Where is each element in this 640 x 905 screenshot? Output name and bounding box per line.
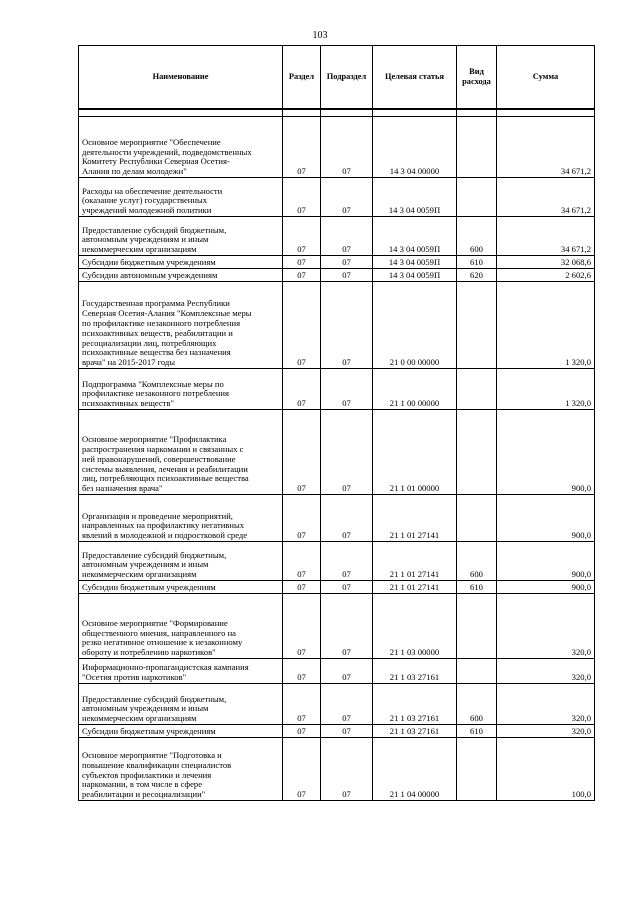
cell-sum: 320,0 xyxy=(497,725,595,738)
cell-section: 07 xyxy=(283,178,321,217)
cell-sum: 2 602,6 xyxy=(497,269,595,282)
table-row xyxy=(79,217,595,256)
cell-target: 14 3 04 0059П xyxy=(373,269,457,282)
cell-target: 21 0 00 00000 xyxy=(373,282,457,369)
table-row xyxy=(79,495,595,542)
cell-section: 07 xyxy=(283,659,321,684)
cell-sum: 320,0 xyxy=(497,684,595,725)
cell-name: Расходы на обеспечение деятельности (оказание услуг) государственных учреждений молодежной политики xyxy=(79,178,283,217)
cell-section: 07 xyxy=(283,738,321,801)
cell-kind xyxy=(457,495,497,542)
cell-target: 14 3 04 00000 xyxy=(373,117,457,178)
cell-sum: 320,0 xyxy=(497,594,595,659)
cell-target: 21 1 01 27141 xyxy=(373,542,457,581)
cell-name: Информационно-пропагандистская кампания "Осетия против наркотиков" xyxy=(79,659,283,684)
cell-section: 07 xyxy=(283,542,321,581)
cell-kind: 600 xyxy=(457,684,497,725)
cell-subsection: 07 xyxy=(321,495,373,542)
cell-target: 21 1 03 27161 xyxy=(373,725,457,738)
cell-kind xyxy=(457,738,497,801)
cell-subsection: 07 xyxy=(321,256,373,269)
header-sum: Сумма xyxy=(497,46,595,110)
cell-subsection: 07 xyxy=(321,117,373,178)
cell-subsection: 07 xyxy=(321,725,373,738)
cell-section: 07 xyxy=(283,369,321,410)
cell-section: 07 xyxy=(283,581,321,594)
cell-sum: 34 671,2 xyxy=(497,217,595,256)
table-row xyxy=(79,256,595,269)
cell-section: 07 xyxy=(283,594,321,659)
cell-subsection: 07 xyxy=(321,594,373,659)
cell-section: 07 xyxy=(283,495,321,542)
cell-kind: 600 xyxy=(457,217,497,256)
cell-name: Субсидии бюджетным учреждениям xyxy=(79,256,283,269)
table-row xyxy=(79,659,595,684)
header-row xyxy=(79,46,595,110)
cell-kind: 610 xyxy=(457,725,497,738)
cell-target: 14 3 04 0059П xyxy=(373,178,457,217)
cell-section: 07 xyxy=(283,217,321,256)
table-row xyxy=(79,178,595,217)
header-name: Наименование xyxy=(79,46,283,110)
cell-kind xyxy=(457,659,497,684)
table-row xyxy=(79,269,595,282)
cell-target: 21 1 04 00000 xyxy=(373,738,457,801)
table-row xyxy=(79,410,595,495)
cell-section: 07 xyxy=(283,410,321,495)
cell-target: 21 1 01 27141 xyxy=(373,581,457,594)
cell-name: Подпрограмма "Комплексные меры по профилактике незаконного потребления психоактивных веществ" xyxy=(79,369,283,410)
cell-target: 21 1 00 00000 xyxy=(373,369,457,410)
cell-name: Субсидии автономным учреждениям xyxy=(79,269,283,282)
cell-kind xyxy=(457,178,497,217)
cell-subsection: 07 xyxy=(321,659,373,684)
cell-subsection: 07 xyxy=(321,282,373,369)
cell-sum: 900,0 xyxy=(497,581,595,594)
cell-name: Государственная программа Республики Северная Осетия-Алания "Комплексные меры по профилактике незаконного потребления психоактивных веществ, реабилитации и ресоциализации лиц, потребляющих психоактивные вещества без назначения врача" на 2015-2017 годы xyxy=(79,282,283,369)
cell-section: 07 xyxy=(283,269,321,282)
table-row xyxy=(79,117,595,178)
cell-kind xyxy=(457,117,497,178)
cell-kind xyxy=(457,594,497,659)
cell-sum: 900,0 xyxy=(497,542,595,581)
cell-name: Основное мероприятие "Профилактика распространения наркомании и связанных с ней правонарушений, совершенствование системы выявления, лечения и реабилитации лиц, потребляющих психоактивные вещества без назначения врача" xyxy=(79,410,283,495)
cell-sum: 900,0 xyxy=(497,495,595,542)
cell-section: 07 xyxy=(283,684,321,725)
cell-subsection: 07 xyxy=(321,269,373,282)
cell-name: Основное мероприятие "Подготовка и повышение квалификации специалистов субъектов профилактики и лечения наркомании, в том числе в сфере реабилитации и ресоциализации" xyxy=(79,738,283,801)
cell-name: Субсидии бюджетным учреждениям xyxy=(79,725,283,738)
cell-sum: 900,0 xyxy=(497,410,595,495)
cell-kind xyxy=(457,369,497,410)
cell-subsection: 07 xyxy=(321,684,373,725)
cell-sum: 34 671,2 xyxy=(497,117,595,178)
cell-sum: 1 320,0 xyxy=(497,282,595,369)
table-row xyxy=(79,725,595,738)
cell-section: 07 xyxy=(283,256,321,269)
cell-target: 21 1 03 27161 xyxy=(373,684,457,725)
cell-name: Субсидии бюджетным учреждениям xyxy=(79,581,283,594)
table-row xyxy=(79,282,595,369)
cell-subsection: 07 xyxy=(321,410,373,495)
cell-name: Организация и проведение мероприятий, направленных на профилактику негативных явлений в молодежной и подростковой среде xyxy=(79,495,283,542)
table-row xyxy=(79,581,595,594)
spacer-row xyxy=(79,109,595,117)
cell-kind: 610 xyxy=(457,256,497,269)
cell-kind xyxy=(457,282,497,369)
cell-name: Предоставление субсидий бюджетным, автономным учреждениям и иным некоммерческим организациям xyxy=(79,542,283,581)
header-kind: Вид расхода xyxy=(457,46,497,110)
cell-subsection: 07 xyxy=(321,738,373,801)
cell-target: 14 3 04 0059П xyxy=(373,256,457,269)
cell-sum: 320,0 xyxy=(497,659,595,684)
cell-target: 21 1 01 00000 xyxy=(373,410,457,495)
cell-subsection: 07 xyxy=(321,581,373,594)
table-row xyxy=(79,369,595,410)
header-section: Раздел xyxy=(283,46,321,110)
cell-sum: 100,0 xyxy=(497,738,595,801)
cell-sum: 34 671,2 xyxy=(497,178,595,217)
cell-kind: 600 xyxy=(457,542,497,581)
page-number: 103 xyxy=(312,30,328,41)
cell-name: Предоставление субсидий бюджетным, автономным учреждениям и иным некоммерческим организациям xyxy=(79,684,283,725)
cell-subsection: 07 xyxy=(321,542,373,581)
cell-target: 14 3 04 0059П xyxy=(373,217,457,256)
cell-target: 21 1 03 27161 xyxy=(373,659,457,684)
cell-name: Основное мероприятие "Обеспечение деятельности учреждений, подведомственных Комитету Республики Северная Осетия- Алания по делам молодежи" xyxy=(79,117,283,178)
table-row xyxy=(79,738,595,801)
cell-kind xyxy=(457,410,497,495)
budget-table xyxy=(78,45,595,801)
table-row xyxy=(79,684,595,725)
cell-subsection: 07 xyxy=(321,178,373,217)
header-target: Целевая статья xyxy=(373,46,457,110)
table-row xyxy=(79,594,595,659)
cell-name: Основное мероприятие "Формирование общественного мнения, направленного на резко негативное отношение к незаконному обороту и потреблению наркотиков" xyxy=(79,594,283,659)
header-subsection: Подраздел xyxy=(321,46,373,110)
cell-target: 21 1 01 27141 xyxy=(373,495,457,542)
cell-name: Предоставление субсидий бюджетным, автономным учреждениям и иным некоммерческим организациям xyxy=(79,217,283,256)
cell-section: 07 xyxy=(283,117,321,178)
cell-subsection: 07 xyxy=(321,217,373,256)
cell-kind: 610 xyxy=(457,581,497,594)
cell-sum: 32 068,6 xyxy=(497,256,595,269)
table-row xyxy=(79,542,595,581)
cell-sum: 1 320,0 xyxy=(497,369,595,410)
cell-target: 21 1 03 00000 xyxy=(373,594,457,659)
cell-subsection: 07 xyxy=(321,369,373,410)
cell-kind: 620 xyxy=(457,269,497,282)
table-body xyxy=(79,109,595,801)
cell-section: 07 xyxy=(283,282,321,369)
cell-section: 07 xyxy=(283,725,321,738)
